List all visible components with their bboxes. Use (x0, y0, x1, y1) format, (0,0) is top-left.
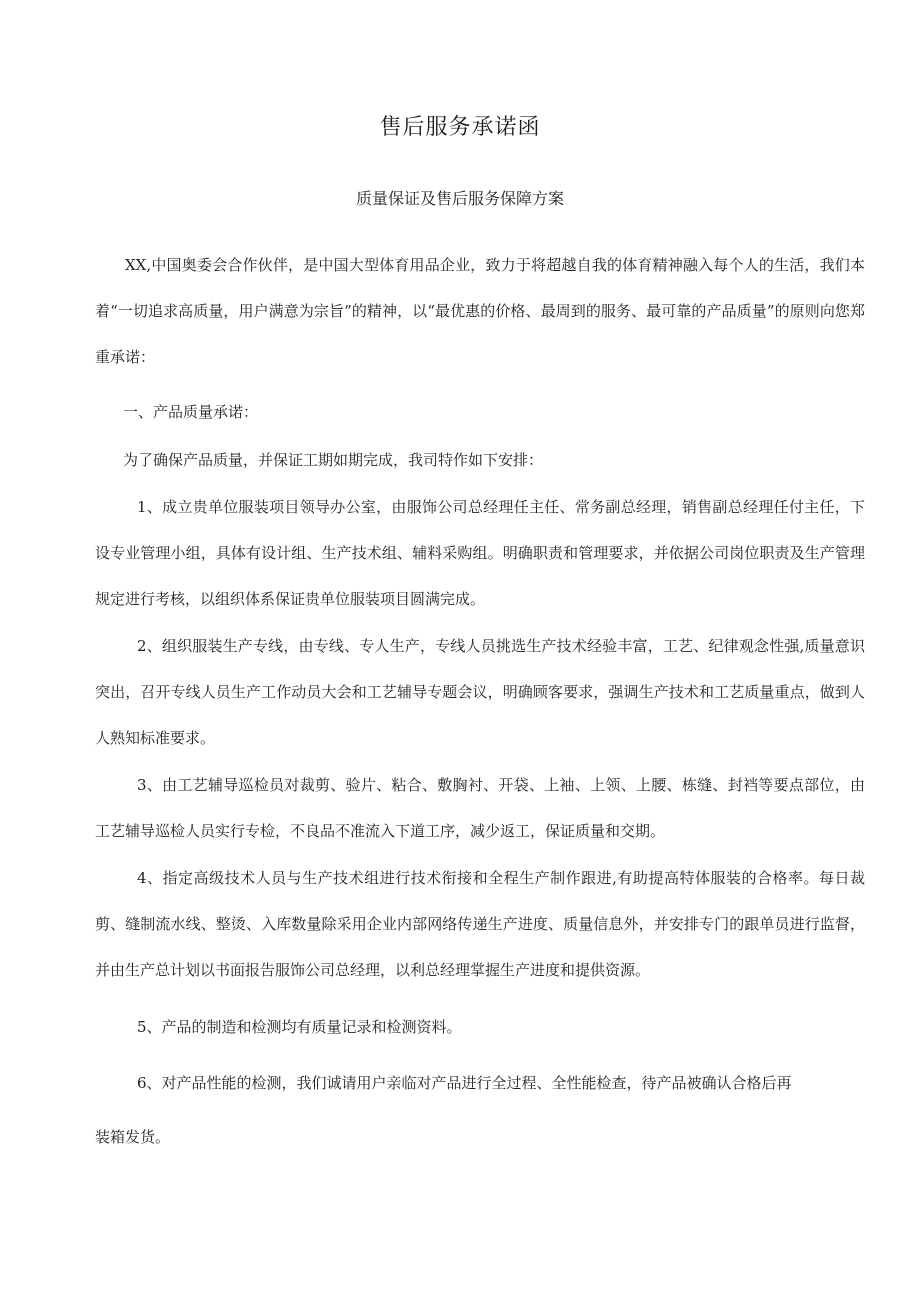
list-item-5: 5、产品的制造和检测均有质量记录和检测资料。 (137, 1018, 462, 1036)
section-1-heading: 一、产品质量承诺： (123, 403, 259, 421)
list-item-1: 1、成立贵单位服装项目领导办公室，由服饰公司总经理任主任、常务副总经理，销售副总经理任付主任，下设专业管理小组，具体有设计组、生产技术组、辅料采购组。明确职责和管理要求，并依据公司岗位职责及生产管理规定进行考核，以组织体系保证贵单位服装项目圆满完成。 (95, 498, 865, 608)
intro-paragraph: XX,中国奥委会合作伙伴，是中国大型体育用品企业，致力于将超越自我的体育精神融入每个人的生活，我们本着“一切追求高质量，用户满意为宗旨”的精神，以“最优惠的价格、最周到的服务、最可靠的产品质量”的原则向您郑重承诺： (95, 256, 865, 366)
section-1-lead: 为了确保产品质量，并保证工期如期完成，我司特作如下安排： (123, 451, 544, 469)
document-title: 售后服务承诺函 (379, 115, 541, 140)
list-item-4: 4、指定高级技术人员与生产技术组进行技术衔接和全程生产制作跟进,有助提高特体服装的合格率。每日裁剪、缝制流水线、整烫、入库数量除采用企业内部网络传递生产进度、质量信息外，并安排专门的跟单员进行监督，并由生产总计划以书面报告服饰公司总经理，以利总经理掌握生产进度和提供资源。 (95, 869, 865, 979)
list-item-6-line-1: 6、对产品性能的检测，我们诚请用户亲临对产品进行全过程、全性能检查，待产品被确认合格后再 (137, 1074, 792, 1092)
list-item-2: 2、组织服装生产专线，由专线、专人生产，专线人员挑选生产技术经验丰富，工艺、纪律观念性强,质量意识突出，召开专线人员生产工作动员大会和工艺辅导专题会议，明确顾客要求，强调生产技术和工艺质量重点，做到人人熟知标准要求。 (95, 637, 865, 747)
list-item-3: 3、由工艺辅导巡检员对裁剪、验片、粘合、敷胸衬、开袋、上袖、上领、上腰、栋缝、封裆等要点部位，由工艺辅导巡检人员实行专检，不良品不准流入下道工序，减少返工，保证质量和交期。 (95, 776, 865, 840)
document-subtitle: 质量保证及售后服务保障方案 (355, 189, 564, 208)
list-item-6-line-2: 装箱发货。 (95, 1128, 171, 1146)
